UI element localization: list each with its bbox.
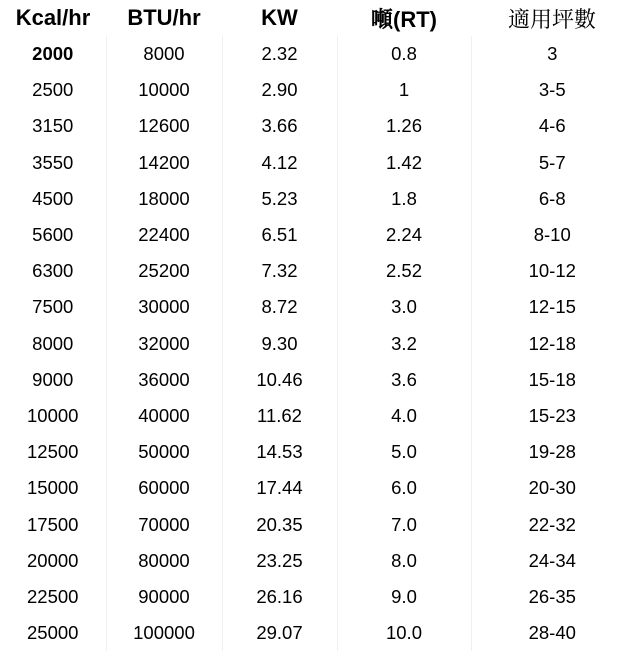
cell-area: 8-10 <box>471 217 633 253</box>
cell-kw: 17.44 <box>222 470 337 506</box>
cell-kcal: 20000 <box>27 549 79 571</box>
header-rt: 噸(RT) <box>371 6 437 32</box>
cell-btu: 70000 <box>106 506 222 542</box>
cell-kcal: 12500 <box>27 441 79 463</box>
table-row <box>0 72 633 108</box>
cell-kcal: 2500 <box>32 79 74 101</box>
cell-btu: 60000 <box>106 470 222 506</box>
cell-rt: 2.52 <box>337 253 471 289</box>
cell-rt: 5.0 <box>337 434 471 470</box>
cell-kcal: 8000 <box>32 332 74 354</box>
cell-area: 20-30 <box>471 470 633 506</box>
cell-btu: 18000 <box>106 181 222 217</box>
cell-kw: 3.66 <box>222 108 337 144</box>
cell-kw: 5.23 <box>222 181 337 217</box>
table-row <box>0 326 633 362</box>
cell-area: 3-5 <box>471 72 633 108</box>
table-row <box>0 108 633 144</box>
cell-btu: 36000 <box>106 362 222 398</box>
cell-kw: 10.46 <box>222 362 337 398</box>
cell-kcal: 3150 <box>32 115 74 137</box>
cell-kcal: 22500 <box>27 585 79 607</box>
cell-kw: 9.30 <box>222 326 337 362</box>
table-header <box>0 0 633 36</box>
cell-btu: 50000 <box>106 434 222 470</box>
cell-rt: 3.2 <box>337 326 471 362</box>
cell-area: 4-6 <box>471 108 633 144</box>
cell-btu: 90000 <box>106 579 222 615</box>
cell-btu: 12600 <box>106 108 222 144</box>
cell-kw: 26.16 <box>222 579 337 615</box>
cell-rt: 6.0 <box>337 470 471 506</box>
cell-rt: 7.0 <box>337 506 471 542</box>
cell-btu: 32000 <box>106 326 222 362</box>
cell-kw: 2.90 <box>222 72 337 108</box>
table-row <box>0 506 633 542</box>
cell-btu: 22400 <box>106 217 222 253</box>
cell-area: 22-32 <box>471 506 633 542</box>
cell-rt: 2.24 <box>337 217 471 253</box>
cell-rt: 3.0 <box>337 289 471 325</box>
cell-kw: 7.32 <box>222 253 337 289</box>
cell-kw: 6.51 <box>222 217 337 253</box>
cell-kw: 20.35 <box>222 506 337 542</box>
table-row <box>0 362 633 398</box>
cell-area: 28-40 <box>471 615 633 651</box>
cell-area: 3 <box>471 36 633 72</box>
cell-kw: 23.25 <box>222 543 337 579</box>
header-kcal: Kcal/hr <box>15 5 91 30</box>
cell-btu: 40000 <box>106 398 222 434</box>
cell-rt: 9.0 <box>337 579 471 615</box>
cell-area: 6-8 <box>471 181 633 217</box>
table-row <box>0 253 633 289</box>
cell-area: 15-23 <box>471 398 633 434</box>
cell-kw: 4.12 <box>222 145 337 181</box>
cell-rt: 1.26 <box>337 108 471 144</box>
table-row <box>0 145 633 181</box>
table-row <box>0 579 633 615</box>
cell-kw: 29.07 <box>222 615 337 651</box>
cell-area: 15-18 <box>471 362 633 398</box>
cell-area: 12-15 <box>471 289 633 325</box>
cell-area: 26-35 <box>471 579 633 615</box>
table-row <box>0 470 633 506</box>
cell-kcal: 9000 <box>32 368 74 390</box>
cell-kcal: 6300 <box>32 260 74 282</box>
cell-kw: 8.72 <box>222 289 337 325</box>
cell-rt: 8.0 <box>337 543 471 579</box>
cell-kcal: 4500 <box>32 187 74 209</box>
table-row <box>0 434 633 470</box>
cell-area: 24-34 <box>471 543 633 579</box>
cell-kcal: 25000 <box>27 622 79 644</box>
table-row <box>0 615 633 651</box>
cell-btu: 14200 <box>106 145 222 181</box>
cell-kw: 14.53 <box>222 434 337 470</box>
table-row <box>0 289 633 325</box>
cell-kw: 11.62 <box>222 398 337 434</box>
cell-kcal: 15000 <box>27 477 79 499</box>
table-row <box>0 543 633 579</box>
cell-btu: 25200 <box>106 253 222 289</box>
cell-btu: 100000 <box>106 615 222 651</box>
cell-rt: 10.0 <box>337 615 471 651</box>
cell-kcal: 7500 <box>32 296 74 318</box>
header-btu: BTU/hr <box>127 5 201 30</box>
header-area: 適用坪數 <box>507 6 596 32</box>
cell-area: 10-12 <box>471 253 633 289</box>
cell-kcal: 2000 <box>32 43 74 65</box>
cell-rt: 1.8 <box>337 181 471 217</box>
cell-area: 19-28 <box>471 434 633 470</box>
cell-kcal: 5600 <box>32 224 74 246</box>
cell-rt: 3.6 <box>337 362 471 398</box>
table-body <box>0 36 633 651</box>
table-row <box>0 398 633 434</box>
cell-btu: 30000 <box>106 289 222 325</box>
cell-btu: 10000 <box>106 72 222 108</box>
header-kw: KW <box>261 5 298 30</box>
cell-rt: 1.42 <box>337 145 471 181</box>
cell-kcal: 3550 <box>32 151 74 173</box>
cell-area: 12-18 <box>471 326 633 362</box>
cell-rt: 0.8 <box>337 36 471 72</box>
cell-rt: 4.0 <box>337 398 471 434</box>
table-row <box>0 217 633 253</box>
cell-area: 5-7 <box>471 145 633 181</box>
cell-rt: 1 <box>337 72 471 108</box>
cell-kcal: 17500 <box>27 513 79 535</box>
cell-btu: 8000 <box>106 36 222 72</box>
cell-kw: 2.32 <box>222 36 337 72</box>
header-row <box>0 0 633 36</box>
table-row <box>0 36 633 72</box>
cell-kcal: 10000 <box>27 404 79 426</box>
table-row <box>0 181 633 217</box>
cell-btu: 80000 <box>106 543 222 579</box>
